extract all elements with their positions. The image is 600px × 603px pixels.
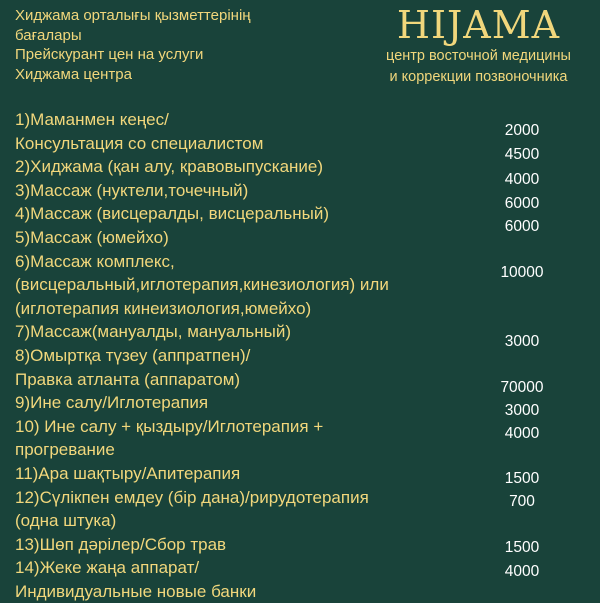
brand-title: HIJAMA (396, 3, 561, 47)
service-line: Консультация со специалистом (15, 133, 264, 153)
service-line: 5)Массаж (юмейхо) (15, 227, 169, 247)
price-value: 3000 (504, 333, 540, 350)
service-line: 1)Маманмен кеңес/ (15, 110, 169, 129)
service-line: 10) Ине салу + қыздыру/Иглотерапия + (15, 416, 324, 436)
title-russian-line-2: Хиджама центра (15, 65, 132, 83)
service-line: 7)Массаж(мануалды, мануальный) (15, 322, 292, 342)
service-line: 11)Ара шақтыру/Апитерапия (15, 463, 241, 483)
price-value: 1500 (504, 470, 540, 487)
service-line: (иглотерапия кинеизиология,юмейхо) (15, 298, 312, 318)
service-line: 9)Ине салу/Иглотерапия (15, 393, 209, 413)
service-line: (висцеральный,иглотерапия,кинезиология) или (15, 275, 389, 295)
price-value: 2000 (504, 122, 540, 139)
title-russian-line-1: Прейскурант цен на услуги (15, 46, 204, 63)
title-kazakh-line-1: Хиджама орталығы қызметтерінің (15, 7, 251, 24)
service-line: 13)Шөп дәрілер/Сбор трав (15, 534, 227, 554)
service-line: 3)Массаж (нуктели,точечный) (15, 180, 249, 200)
brand-subtitle-2: и коррекции позвоночника (389, 69, 568, 85)
price-value: 70000 (500, 379, 544, 396)
price-value: 6000 (504, 218, 540, 235)
service-line: 14)Жеке жаңа аппарат/ (15, 558, 200, 578)
service-line: (одна штука) (15, 511, 117, 531)
price-value: 700 (509, 493, 535, 510)
brand-subtitle-1: центр восточной медицины (386, 48, 571, 64)
price-value: 4000 (504, 563, 540, 580)
title-kazakh-line-2: бағалары (15, 26, 82, 44)
header-title-block (15, 6, 251, 84)
brand-block (371, 4, 586, 88)
price-value: 1500 (504, 539, 540, 556)
service-list (15, 108, 389, 603)
service-line: Индивидуальные новые банки (15, 581, 257, 601)
price-value: 4000 (504, 171, 540, 188)
price-value: 6000 (504, 195, 540, 212)
price-value: 10000 (500, 264, 544, 281)
service-line: 2)Хиджама (қан алу, кравовыпускание) (15, 157, 324, 177)
service-line: 8)Омыртқа түзеу (аппратпен)/ (15, 345, 251, 365)
price-value: 3000 (504, 402, 540, 419)
service-line: прогревание (15, 440, 115, 460)
service-line: 4)Массаж (висцералды, висцеральный) (15, 204, 330, 224)
price-value: 4000 (504, 425, 540, 442)
price-value: 4500 (504, 146, 540, 163)
service-line: Правка атланта (аппаратом) (15, 369, 241, 389)
service-line: 6)Массаж комплекс, (15, 251, 175, 271)
service-line: 12)Сүлікпен емдеу (бір дана)/рирудотерапия (15, 487, 369, 507)
